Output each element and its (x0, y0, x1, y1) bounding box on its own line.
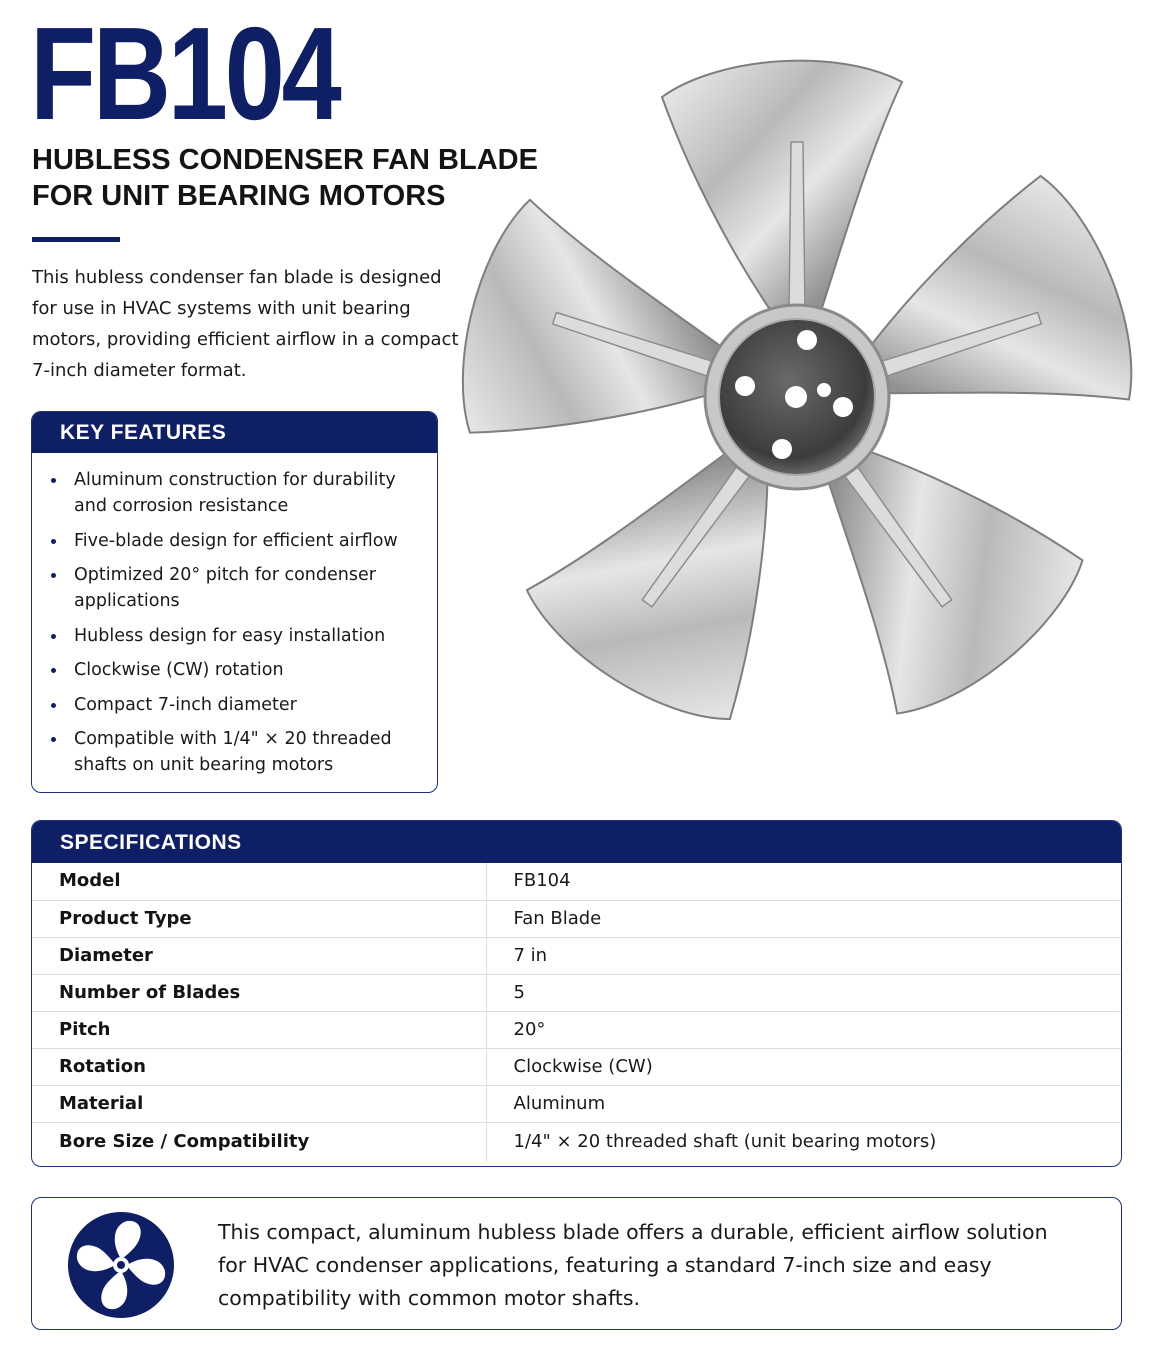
table-row (32, 1122, 1121, 1162)
spec-label: Rotation (32, 1048, 486, 1085)
specifications-table (32, 863, 1121, 1162)
spec-value: 5 (486, 974, 1121, 1011)
spec-value: 7 in (486, 937, 1121, 974)
key-features-panel (31, 411, 438, 793)
feature-item: Clockwise (CW) rotation (74, 657, 421, 683)
accent-divider (32, 237, 120, 242)
spec-value: 20° (486, 1011, 1121, 1048)
spec-label: Diameter (32, 937, 486, 974)
spec-value: 1/4" × 20 threaded shaft (unit bearing motors) (513, 1131, 937, 1153)
spec-label: Number of Blades (32, 974, 486, 1011)
spec-value: FB104 (486, 863, 1121, 900)
feature-item: Optimized 20° pitch for condenser applications (74, 562, 421, 614)
table-row (32, 863, 1121, 900)
feature-item: Compatible with 1/4" × 20 threaded shafts on unit bearing motors (74, 726, 421, 778)
spec-label: Pitch (32, 1011, 486, 1048)
model-title: FB104 (30, 0, 339, 147)
intro-paragraph: This hubless condenser fan blade is designed for use in HVAC systems with unit bearing motors, providing efficient airflow in a compact 7-inch diameter format. (32, 267, 459, 381)
feature-item: Five-blade design for efficient airflow (74, 528, 421, 554)
spec-value: Aluminum (486, 1085, 1121, 1122)
key-features-header: KEY FEATURES (32, 412, 437, 453)
table-row (32, 1085, 1121, 1122)
table-row (32, 900, 1121, 937)
fan-blade-image (455, 42, 1135, 762)
fan-icon (67, 1211, 175, 1319)
feature-item: Aluminum construction for durability and corrosion resistance (74, 467, 421, 519)
fan-blades (455, 61, 1135, 749)
subtitle-line-1: HUBLESS CONDENSER FAN BLADE (32, 144, 538, 176)
feature-item: Hubless design for easy installation (74, 623, 421, 649)
spec-label: Bore Size / Compatibility (32, 1122, 486, 1162)
spec-value: Clockwise (CW) (486, 1048, 1121, 1085)
table-row (32, 1011, 1121, 1048)
table-row (32, 974, 1121, 1011)
summary-text: This compact, aluminum hubless blade offers a durable, efficient airflow solution for HVAC condenser applications, featuring a standard 7-inch size and easy compatibility with common motor shafts. (218, 1220, 1048, 1310)
spec-value: Fan Blade (486, 900, 1121, 937)
table-row (32, 1048, 1121, 1085)
summary-panel (31, 1197, 1122, 1330)
table-row (32, 937, 1121, 974)
specifications-header: SPECIFICATIONS (32, 821, 1121, 863)
spec-label: Model (32, 863, 486, 900)
feature-item: Compact 7-inch diameter (74, 692, 421, 718)
subtitle-line-2: FOR UNIT BEARING MOTORS (32, 180, 446, 212)
spec-label: Material (32, 1085, 486, 1122)
features-list (32, 453, 437, 778)
specifications-panel (31, 820, 1122, 1167)
spec-label: Product Type (32, 900, 486, 937)
